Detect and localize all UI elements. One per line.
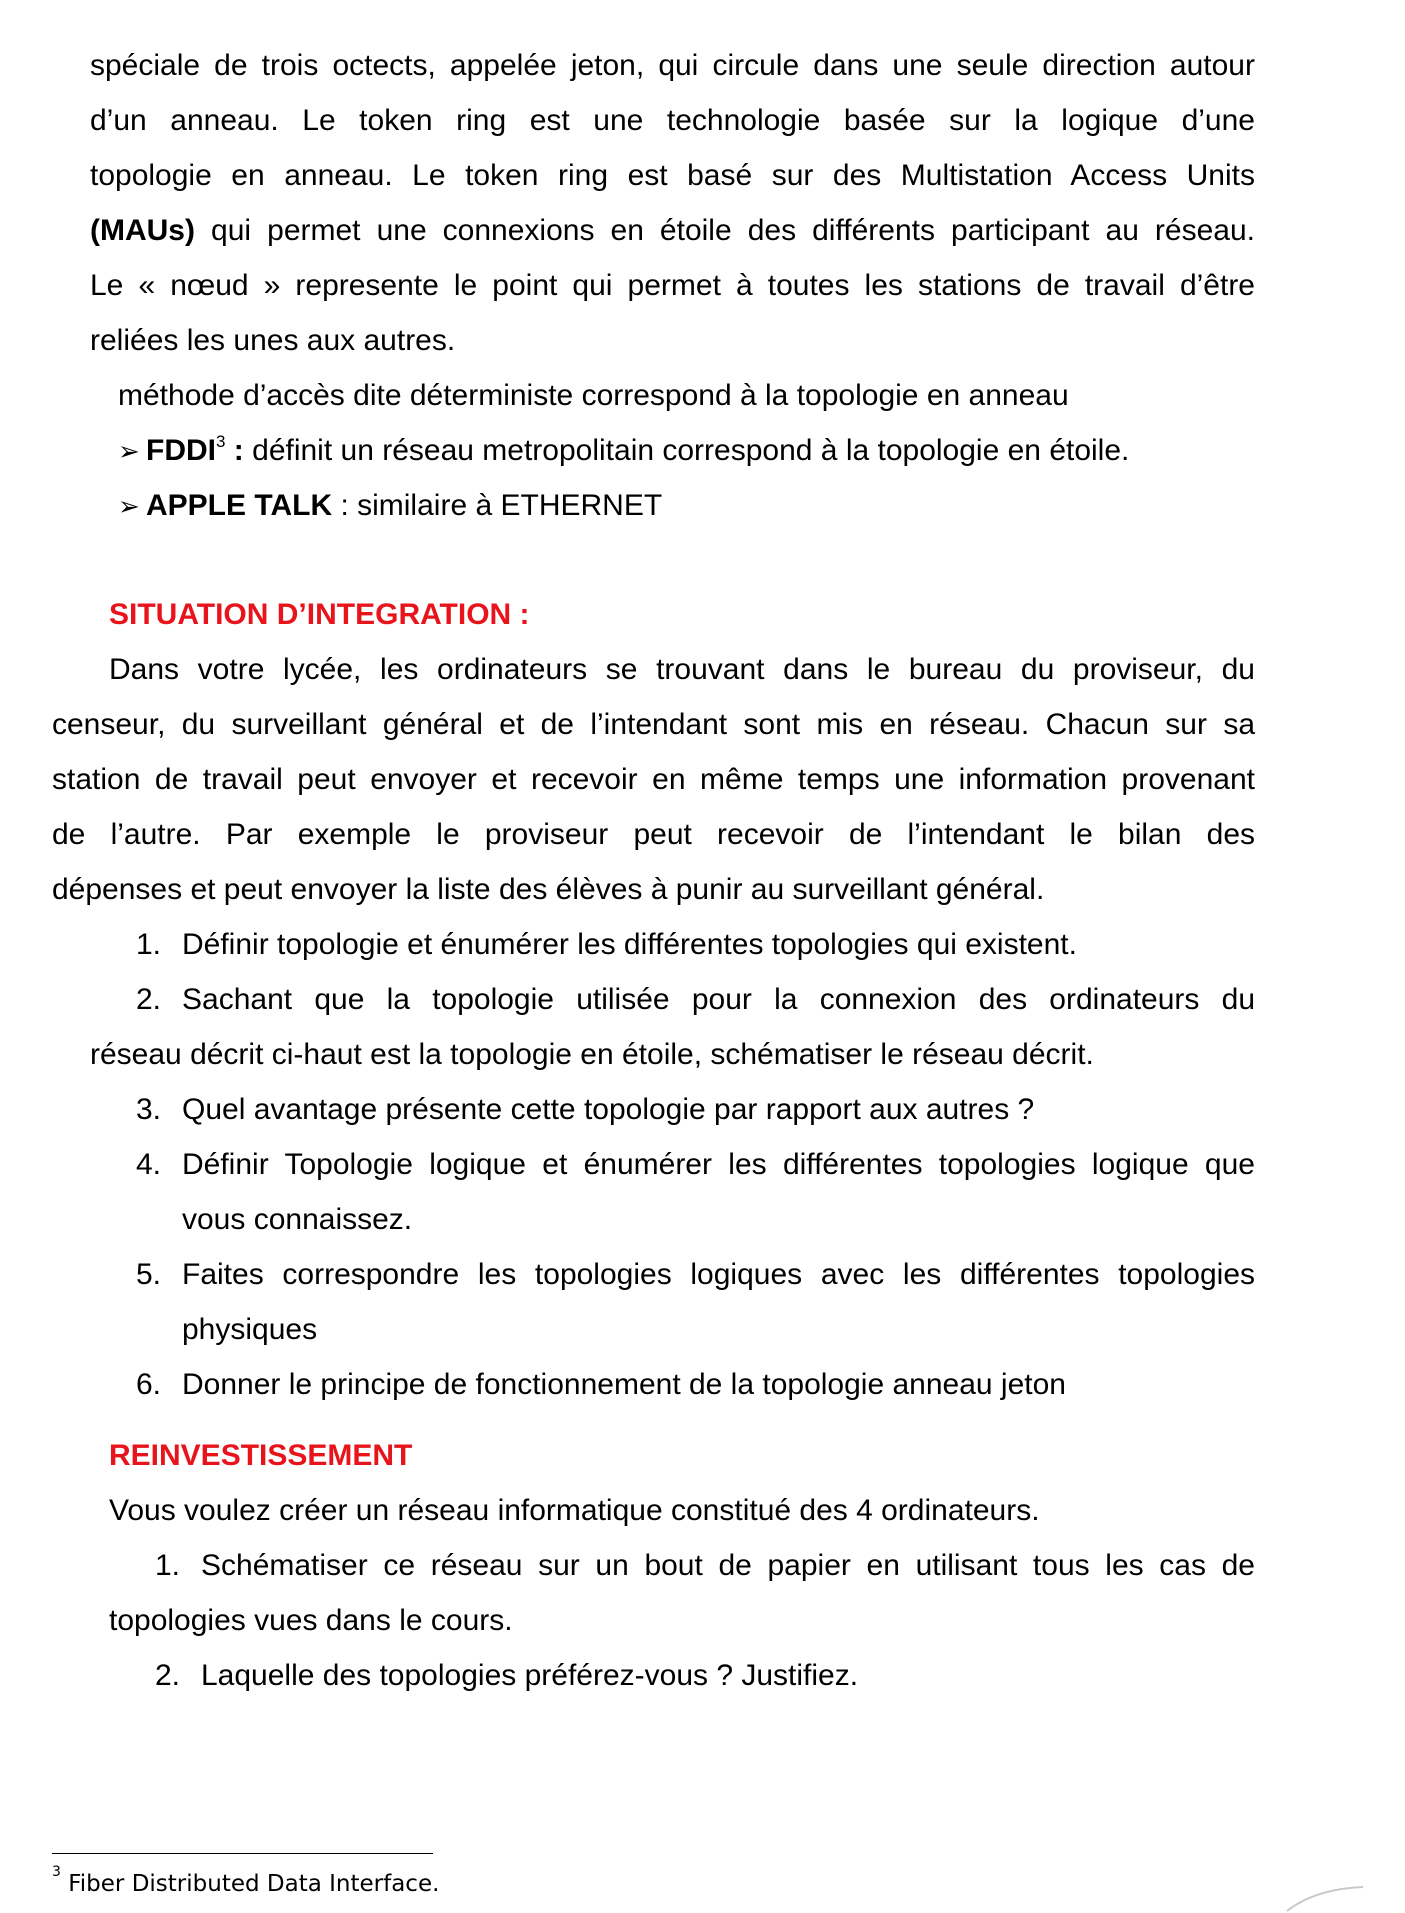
question-number: 5. (136, 1258, 162, 1291)
question-text: Donner le principe de fonctionnement de la topologie anneau jeton (182, 1368, 1066, 1401)
question-number: 1. (155, 1549, 181, 1582)
footnote-text: Fiber Distributed Data Interface. (60, 1871, 440, 1897)
bullet-text: définit un réseau metropolitain correspond à la topologie en étoile. (243, 434, 1130, 467)
question-number: 2. (136, 983, 162, 1016)
paragraph-line: topologie en anneau. Le token ring est basé sur des Multistation Access Units (90, 159, 1255, 192)
arrow-bullet-icon: ➢ (118, 436, 140, 466)
paragraph-line: censeur, du surveillant général et de l’intendant sont mis en réseau. Chacun sur sa (52, 708, 1255, 741)
section-heading-reinvest: REINVESTISSEMENT (109, 1439, 413, 1472)
footnote-separator (52, 1853, 433, 1854)
maus-bold: (MAUs) (90, 214, 195, 247)
bullet-appletalk (118, 488, 662, 524)
question-text: topologies vues dans le cours. (109, 1604, 513, 1637)
question-text: Schématiser ce réseau sur un bout de papier en utilisant tous les cas de (201, 1549, 1255, 1582)
paragraph-line: Vous voulez créer un réseau informatique constitué des 4 ordinateurs. (109, 1494, 1040, 1527)
paragraph-line: de l’autre. Par exemple le proviseur peut recevoir de l’intendant le bilan des (52, 818, 1255, 851)
paragraph-line: station de travail peut envoyer et recevoir en même temps une information provenant (52, 763, 1255, 796)
footnote (52, 1864, 440, 1898)
section-heading-situation: SITUATION D’INTEGRATION : (109, 598, 530, 631)
bullet-term: FDDI (146, 434, 216, 467)
paragraph-text: qui permet une connexions en étoile des différents participant au réseau. (195, 214, 1255, 247)
bullet-term: APPLE TALK (146, 489, 333, 522)
question-number: 3. (136, 1093, 162, 1126)
bullet-colon: : (225, 434, 244, 467)
page-curl-mark (1285, 1885, 1365, 1913)
question-text: Sachant que la topologie utilisée pour la connexion des ordinateurs du (182, 983, 1255, 1016)
question-number: 4. (136, 1148, 162, 1181)
paragraph-line: Dans votre lycée, les ordinateurs se trouvant dans le bureau du proviseur, du (109, 653, 1255, 686)
question-number: 2. (155, 1659, 181, 1692)
paragraph-line: dépenses et peut envoyer la liste des élèves à punir au surveillant général. (52, 873, 1045, 906)
bullet-fddi (118, 433, 1129, 469)
paragraph-line (90, 213, 1255, 249)
method-line: méthode d’accès dite déterministe correspond à la topologie en anneau (118, 379, 1069, 412)
footnote-number: 3 (52, 1864, 61, 1881)
bullet-text: : similaire à ETHERNET (332, 489, 663, 522)
arrow-bullet-icon: ➢ (118, 491, 140, 521)
paragraph-line: reliées les unes aux autres. (90, 324, 456, 357)
question-text: vous connaissez. (182, 1203, 413, 1236)
paragraph-line: Le « nœud » represente le point qui permet à toutes les stations de travail d’être (90, 269, 1255, 302)
question-text: Quel avantage présente cette topologie par rapport aux autres ? (182, 1093, 1035, 1126)
question-text: Définir topologie et énumérer les différentes topologies qui existent. (182, 928, 1077, 961)
paragraph-line: spéciale de trois octects, appelée jeton, qui circule dans une seule direction autour (90, 49, 1255, 82)
question-text: Laquelle des topologies préférez-vous ? Justifiez. (201, 1659, 859, 1692)
question-number: 6. (136, 1368, 162, 1401)
footnote-ref: 3 (216, 432, 226, 451)
question-number: 1. (136, 928, 162, 961)
question-text: physiques (182, 1313, 318, 1346)
question-text: Définir Topologie logique et énumérer les différentes topologies logique que (182, 1148, 1255, 1181)
question-text: réseau décrit ci-haut est la topologie en étoile, schématiser le réseau décrit. (90, 1038, 1094, 1071)
question-text: Faites correspondre les topologies logiques avec les différentes topologies (182, 1258, 1255, 1291)
paragraph-line: d’un anneau. Le token ring est une technologie basée sur la logique d’une (90, 104, 1255, 137)
